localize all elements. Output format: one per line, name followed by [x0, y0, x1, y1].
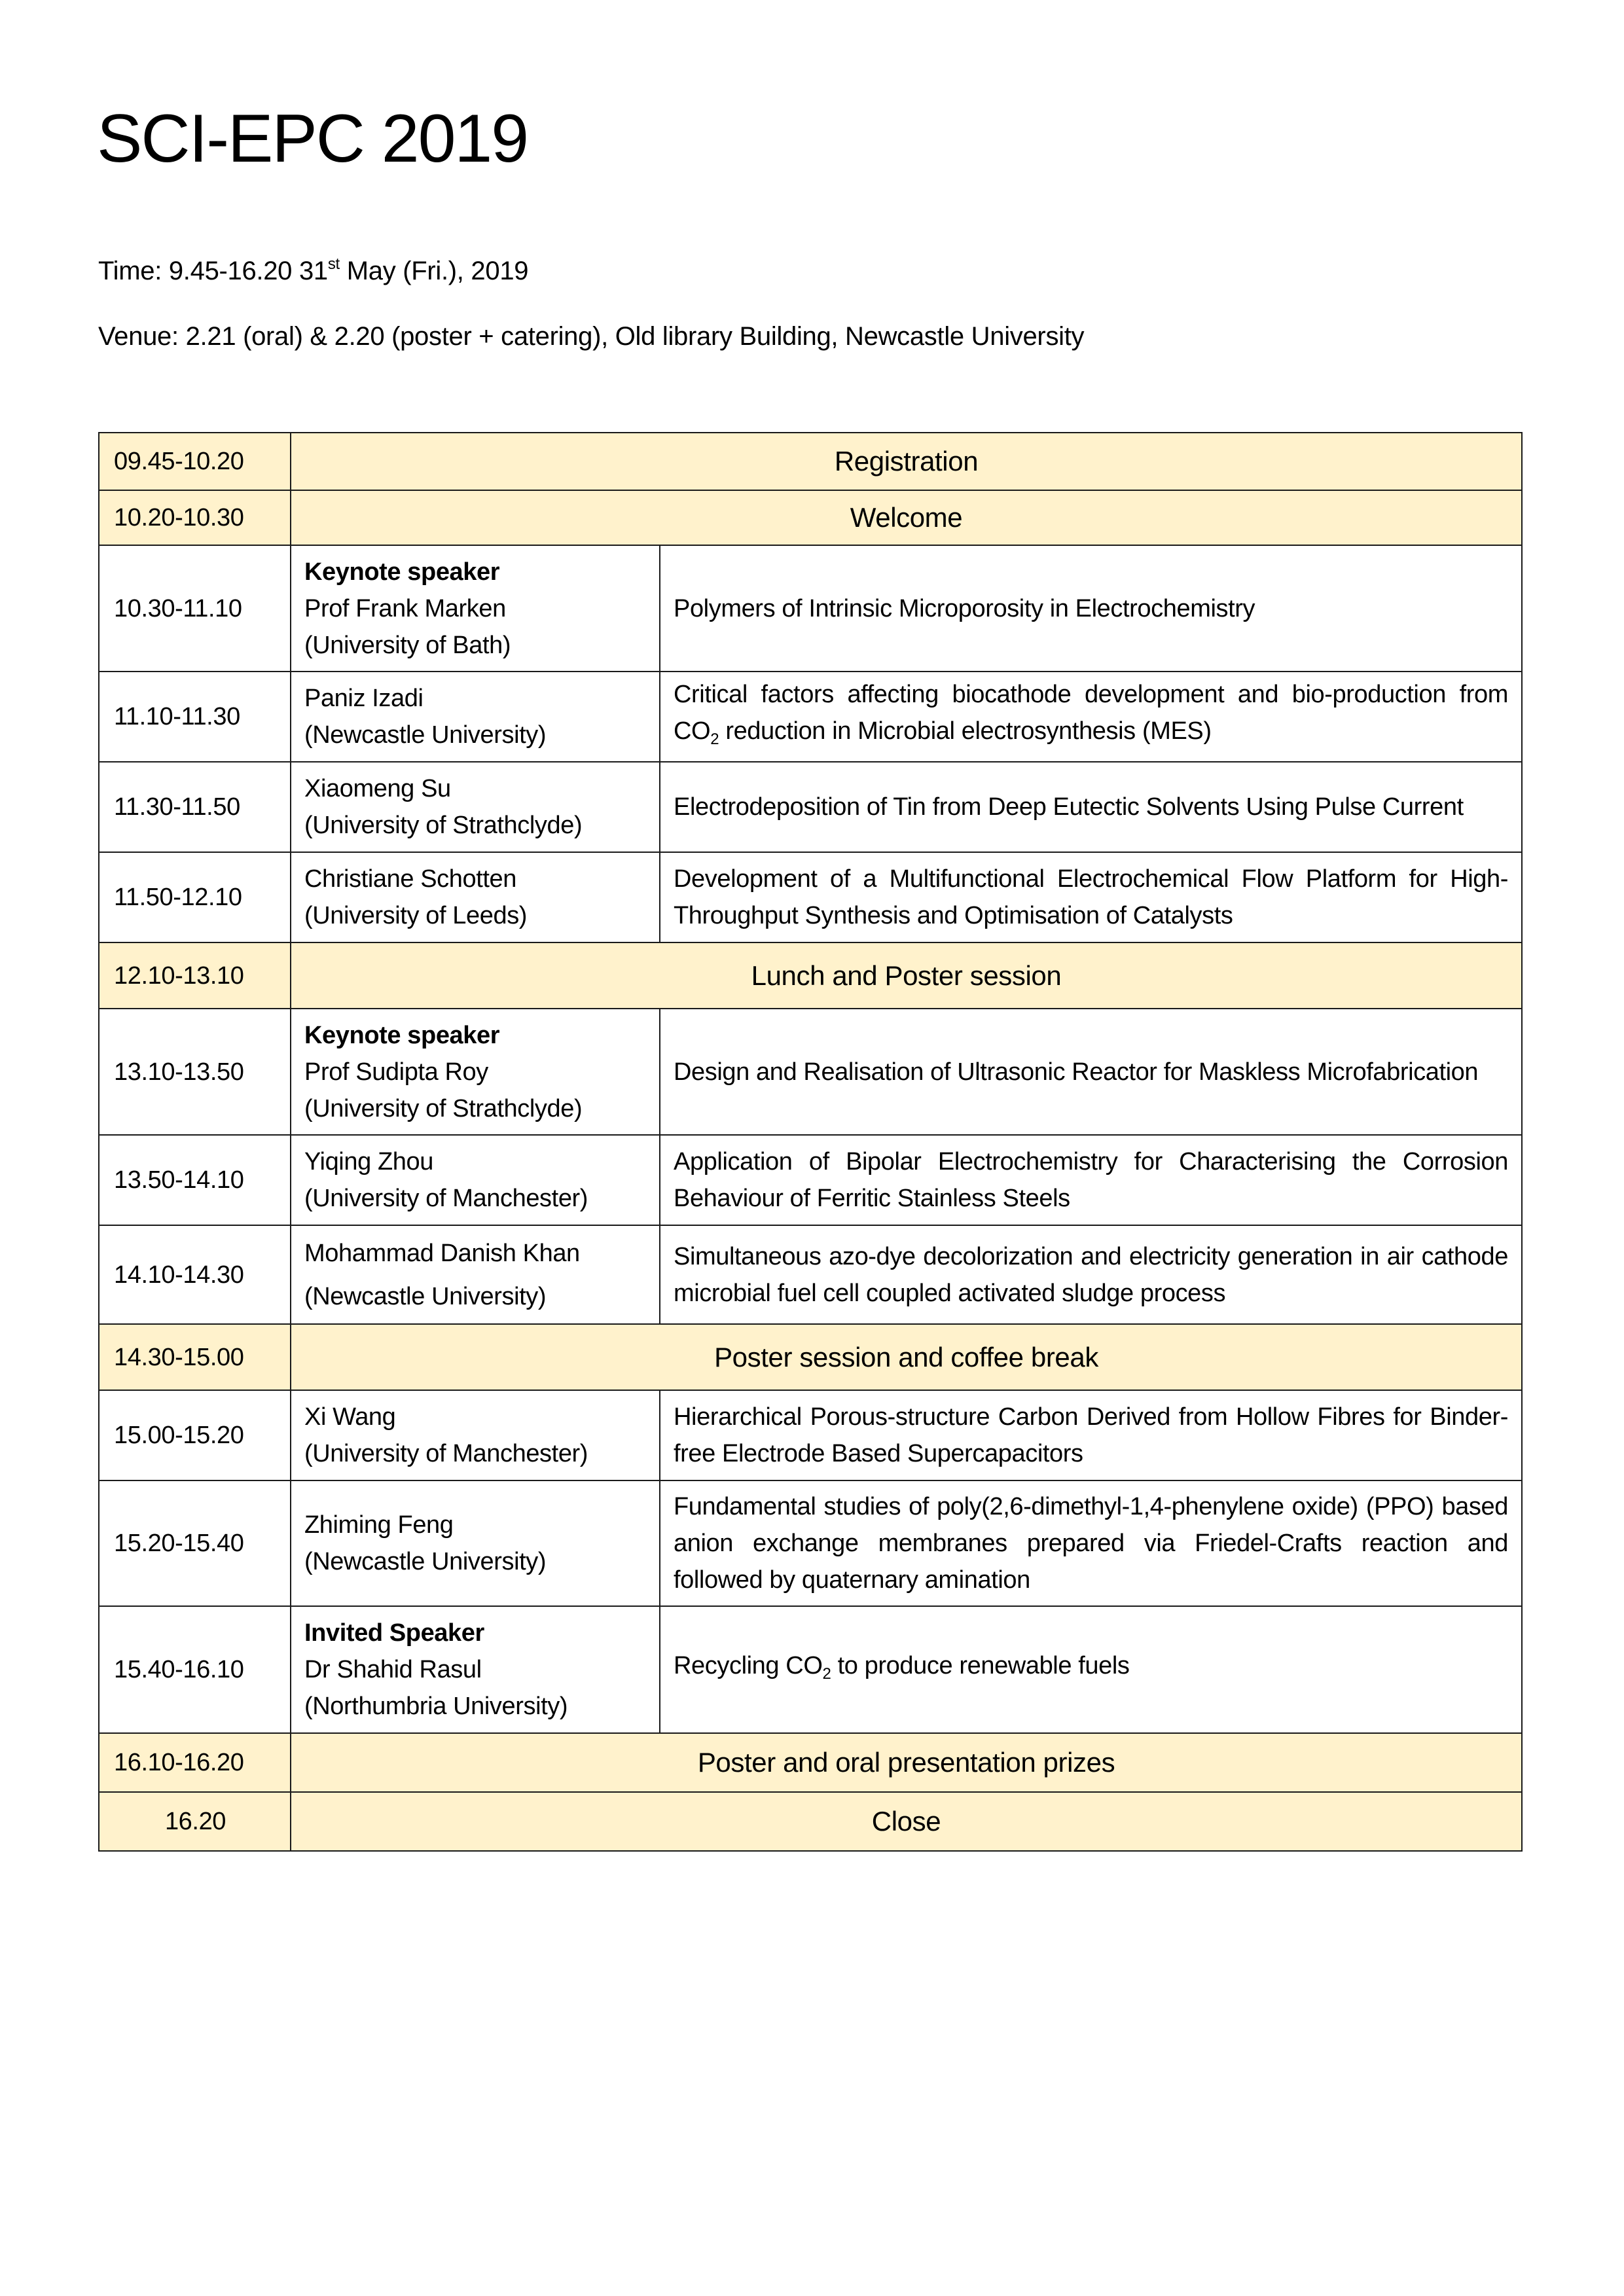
talk-title: Application of Bipolar Electrochemistry for Characterising the Corrosion Behaviour of Ferritic Stainless Steels: [660, 1135, 1522, 1225]
speaker-name: Prof Sudipta Roy: [304, 1058, 488, 1086]
talk-title: [660, 672, 1522, 762]
time-suffix: May (Fri.), 2019: [339, 257, 529, 285]
talk-title-post: to produce renewable fuels: [831, 1651, 1130, 1679]
schedule-table: [98, 432, 1523, 1852]
speaker-name: Prof Frank Marken: [304, 594, 506, 622]
speaker-role: Keynote speaker: [304, 558, 500, 586]
speaker-affiliation: (University of Strathclyde): [304, 812, 583, 839]
speaker-affiliation: (University of Strathclyde): [304, 1094, 583, 1122]
event-cell: Registration: [291, 433, 1522, 490]
schedule-row-break: [99, 1792, 1522, 1851]
talk-title: Fundamental studies of poly(2,6-dimethyl-1,4-phenylene oxide) (PPO) based anion exchange membranes prepared via Friedel-Crafts reaction and followed by quaternary amination: [660, 1480, 1522, 1606]
talk-title: Simultaneous azo-dye decolorization and electricity generation in air cathode microbial fuel cell coupled activated sludge process: [660, 1225, 1522, 1324]
talk-title-subscript: 2: [822, 1664, 831, 1683]
talk-title: Development of a Multifunctional Electrochemical Flow Platform for High-Throughput Synthesis and Optimisation of Catalysts: [660, 852, 1522, 942]
talk-title: Polymers of Intrinsic Microporosity in Electrochemistry: [660, 545, 1522, 672]
event-cell: Poster and oral presentation prizes: [291, 1733, 1522, 1792]
time-cell: 11.50-12.10: [99, 852, 291, 942]
speaker-affiliation: (Newcastle University): [304, 1548, 547, 1575]
talk-title: Design and Realisation of Ultrasonic Reactor for Maskless Microfabrication: [660, 1009, 1522, 1135]
time-cell: 16.20: [99, 1792, 291, 1851]
time-cell: 13.50-14.10: [99, 1135, 291, 1225]
talk-title-subscript: 2: [710, 730, 719, 748]
speaker-affiliation: (Northumbria University): [304, 1693, 568, 1720]
time-cell: 15.20-15.40: [99, 1480, 291, 1606]
speaker-cell: [291, 1135, 660, 1225]
schedule-row-talk: [99, 1009, 1522, 1135]
talk-title-pre: Recycling CO: [674, 1651, 823, 1679]
event-cell: Lunch and Poster session: [291, 942, 1522, 1009]
talk-title: [660, 1606, 1522, 1733]
speaker-cell: [291, 1390, 660, 1480]
event-cell: Close: [291, 1792, 1522, 1851]
time-cell: 16.10-16.20: [99, 1733, 291, 1792]
schedule-row-break: [99, 1324, 1522, 1390]
schedule-row-break: [99, 433, 1522, 490]
event-cell: Welcome: [291, 490, 1522, 545]
talk-title: Hierarchical Porous-structure Carbon Derived from Hollow Fibres for Binder-free Electrode Based Supercapacitors: [660, 1390, 1522, 1480]
speaker-name: Dr Shahid Rasul: [304, 1656, 482, 1683]
time-cell: 14.30-15.00: [99, 1324, 291, 1390]
speaker-name: Yiqing Zhou: [304, 1148, 433, 1175]
time-cell: 15.00-15.20: [99, 1390, 291, 1480]
schedule-row-talk: [99, 545, 1522, 672]
event-time: [98, 255, 528, 287]
time-label: Time:: [98, 257, 162, 285]
time-cell: 11.30-11.50: [99, 762, 291, 852]
talk-title-post: reduction in Microbial electrosynthesis (MES): [719, 717, 1212, 745]
speaker-name: Paniz Izadi: [304, 685, 424, 712]
venue-value: 2.21 (oral) & 2.20 (poster + catering), Old library Building, Newcastle University: [185, 322, 1085, 351]
time-cell: 13.10-13.50: [99, 1009, 291, 1135]
time-value: 9.45-16.20 31: [168, 257, 328, 285]
speaker-cell: [291, 1606, 660, 1733]
speaker-affiliation: (University of Bath): [304, 631, 511, 659]
speaker-affiliation: (University of Leeds): [304, 902, 528, 929]
time-cell: 09.45-10.20: [99, 433, 291, 490]
schedule-row-talk: [99, 762, 1522, 852]
speaker-cell: [291, 1009, 660, 1135]
event-cell: Poster session and coffee break: [291, 1324, 1522, 1390]
time-cell: 15.40-16.10: [99, 1606, 291, 1733]
speaker-cell: [291, 545, 660, 672]
speaker-cell: [291, 1480, 660, 1606]
schedule-row-break: [99, 490, 1522, 545]
schedule-row-talk: [99, 1135, 1522, 1225]
speaker-name: Mohammad Danish Khan: [304, 1239, 580, 1267]
speaker-affiliation: (Newcastle University): [304, 721, 547, 749]
time-cell: 12.10-13.10: [99, 942, 291, 1009]
venue-label: Venue:: [98, 322, 179, 351]
talk-title: Electrodeposition of Tin from Deep Eutectic Solvents Using Pulse Current: [660, 762, 1522, 852]
speaker-name: Xiaomeng Su: [304, 775, 451, 802]
speaker-affiliation: (University of Manchester): [304, 1185, 588, 1212]
time-superscript: st: [327, 255, 340, 273]
time-cell: 10.30-11.10: [99, 545, 291, 672]
schedule-row-talk: [99, 1480, 1522, 1606]
time-cell: 10.20-10.30: [99, 490, 291, 545]
event-venue: [98, 321, 1084, 352]
talk-title-pre: Critical factors affecting biocathode development and bio-production from CO: [674, 680, 1508, 745]
page-title: SCI-EPC 2019: [97, 101, 528, 177]
time-cell: 14.10-14.30: [99, 1225, 291, 1324]
speaker-name: Zhiming Feng: [304, 1511, 454, 1539]
speaker-cell: [291, 1225, 660, 1324]
speaker-cell: [291, 852, 660, 942]
schedule-row-talk: [99, 1606, 1522, 1733]
speaker-name: Christiane Schotten: [304, 865, 517, 893]
speaker-affiliation: (University of Manchester): [304, 1440, 588, 1467]
schedule-row-break: [99, 1733, 1522, 1792]
schedule-row-talk: [99, 672, 1522, 762]
schedule-row-talk: [99, 1390, 1522, 1480]
schedule-row-break: [99, 942, 1522, 1009]
schedule-row-talk: [99, 1225, 1522, 1324]
time-cell: 11.10-11.30: [99, 672, 291, 762]
speaker-cell: [291, 762, 660, 852]
speaker-cell: [291, 672, 660, 762]
speaker-name: Xi Wang: [304, 1403, 396, 1431]
speaker-role: Keynote speaker: [304, 1021, 500, 1049]
speaker-affiliation: (Newcastle University): [304, 1282, 547, 1310]
schedule-row-talk: [99, 852, 1522, 942]
speaker-role: Invited Speaker: [304, 1619, 484, 1647]
